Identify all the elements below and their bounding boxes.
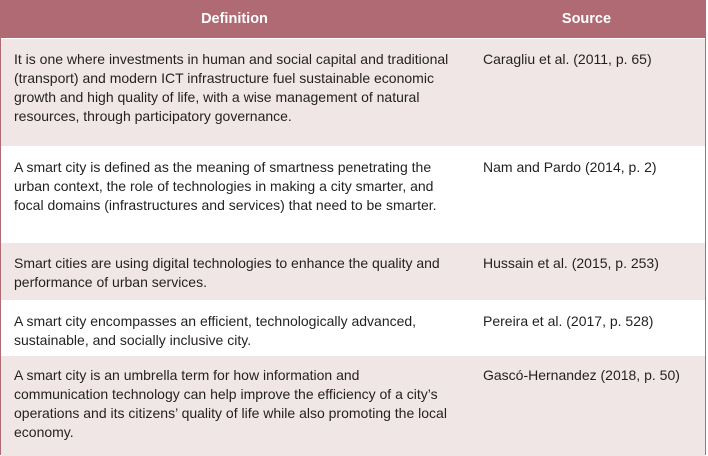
table-row	[1, 356, 705, 456]
header-row	[1, 0, 705, 39]
definition-cell: A smart city is an umbrella term for how information and communication technology can help improve the efficiency of a city’s operations and its citizens’ quality of life while also promoting the local economy.	[1, 356, 468, 456]
source-cell: Gascó-Hernandez (2018, p. 50)	[468, 356, 705, 456]
table-row	[1, 39, 705, 147]
source-cell: Nam and Pardo (2014, p. 2)	[468, 147, 705, 243]
definition-column-header: Definition	[1, 0, 468, 39]
table-row	[1, 243, 705, 301]
source-cell: Caragliu et al. (2011, p. 65)	[468, 39, 705, 147]
definition-cell: It is one where investments in human and social capital and traditional (transport) and modern ICT infrastructure fuel sustainable economic growth and high quality of life, with a wise management of natural resources, through participatory governance.	[1, 39, 468, 147]
table-body	[1, 39, 705, 456]
table-row	[1, 301, 705, 356]
definition-cell: A smart city is defined as the meaning of smartness penetrating the urban context, the role of technologies in making a city smarter, and focal domains (infrastructures and services) that need to be smarter.	[1, 147, 468, 243]
source-cell: Hussain et al. (2015, p. 253)	[468, 243, 705, 301]
definition-cell: Smart cities are using digital technologies to enhance the quality and performance of urban services.	[1, 243, 468, 301]
definition-cell: A smart city encompasses an efficient, technologically advanced, sustainable, and socially inclusive city.	[1, 301, 468, 356]
source-cell: Pereira et al. (2017, p. 528)	[468, 301, 705, 356]
table-row	[1, 147, 705, 243]
source-column-header: Source	[468, 0, 705, 39]
table-header	[1, 0, 705, 39]
smart-city-definitions-table	[1, 0, 705, 456]
